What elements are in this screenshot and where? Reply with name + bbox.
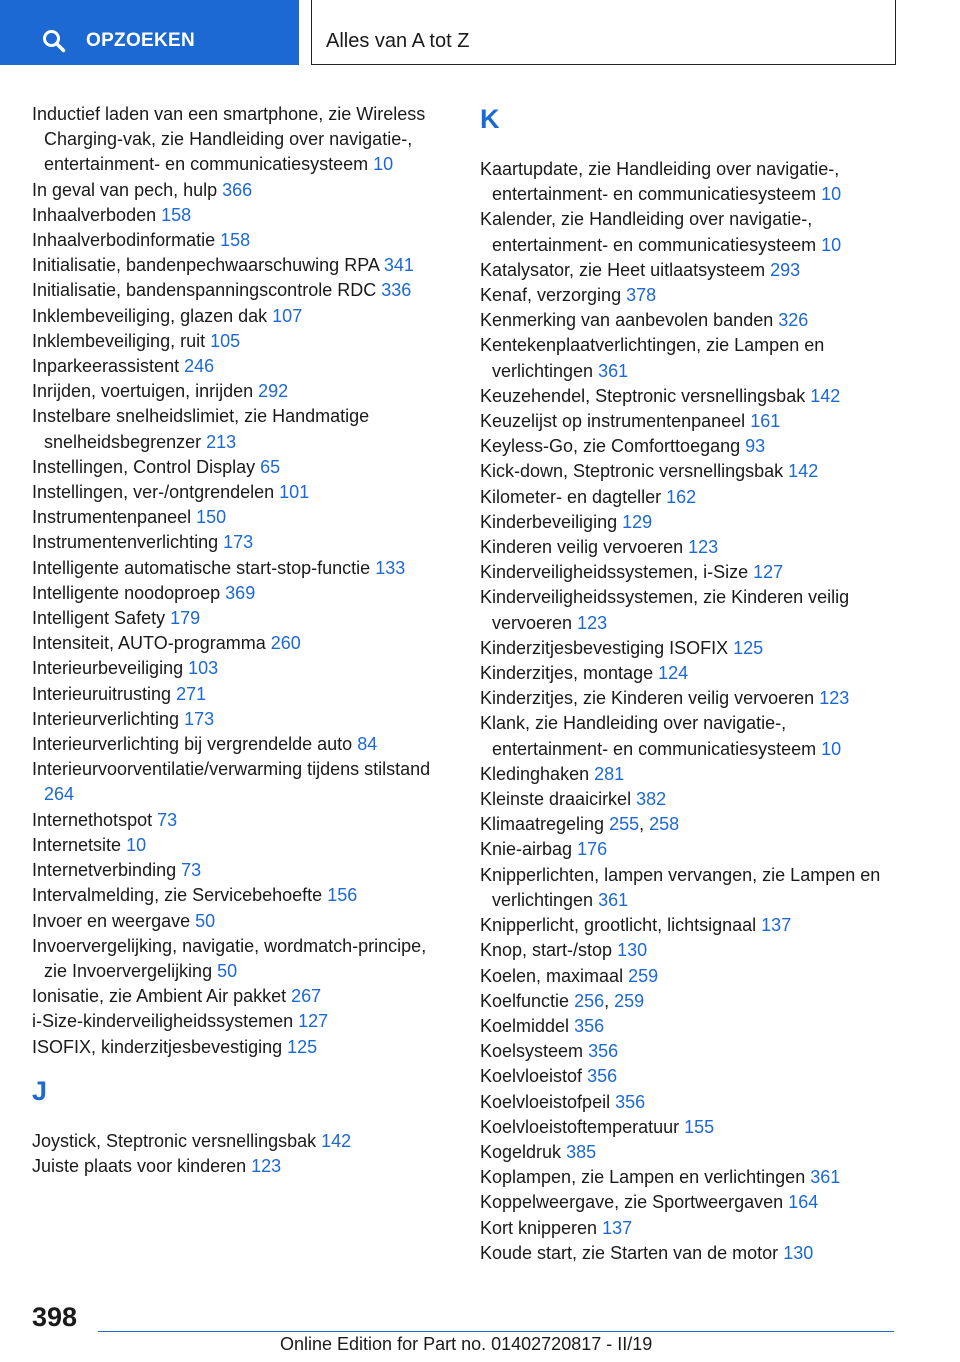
index-entry-text: Inhaalverboden — [32, 204, 157, 225]
page-link[interactable]: 73 — [157, 809, 178, 830]
page-link[interactable]: 179 — [170, 608, 201, 629]
page-link[interactable]: 164 — [788, 1192, 819, 1213]
page-link[interactable]: 142 — [788, 461, 819, 482]
page-link[interactable]: 127 — [753, 562, 784, 583]
index-entry-text: Knie-airbag — [480, 839, 573, 860]
index-entry — [480, 686, 900, 711]
index-entry — [32, 354, 452, 379]
index-entry — [32, 909, 452, 934]
index-entry — [480, 1241, 900, 1266]
index-entry — [480, 1064, 900, 1089]
index-entry — [32, 505, 452, 530]
page-link[interactable]: 264 — [44, 784, 75, 805]
index-entry — [480, 1216, 900, 1241]
page-link[interactable]: 158 — [220, 230, 251, 251]
index-entry-text: Inklembeveiliging, glazen dak — [32, 305, 268, 326]
page-link[interactable]: 130 — [783, 1242, 814, 1263]
index-entry — [32, 278, 452, 303]
page-link[interactable]: 382 — [636, 789, 667, 810]
index-entry-text: Invoervergelijking, navigatie, wordmatch-principe, zie Invoervergelijking — [32, 935, 427, 981]
index-entry — [32, 707, 452, 732]
index-entry-text: Knop, start-/stop — [480, 940, 613, 961]
index-entry-text: Ionisatie, zie Ambient Air pakket — [32, 986, 287, 1007]
index-entry — [32, 304, 452, 329]
page-link[interactable]: 256 — [574, 990, 605, 1011]
index-entry — [32, 379, 452, 404]
page-link[interactable]: 93 — [745, 436, 766, 457]
index-entry — [480, 913, 900, 938]
index-entry — [32, 656, 452, 681]
page-link[interactable]: 73 — [181, 860, 202, 881]
index-entry-text: Kleinste draaicirkel — [480, 789, 632, 810]
index-entry-text: Kogeldruk — [480, 1141, 562, 1162]
index-entry-text: Koelen, maximaal — [480, 965, 624, 986]
index-entry — [480, 762, 900, 787]
index-entry-text: Interieurvoorventilatie/verwarming tijdens stilstand — [32, 759, 431, 780]
index-entry-text: Klimaatregeling — [480, 814, 605, 835]
index-entry-text: Kinderzitjesbevestiging ISOFIX — [480, 637, 729, 658]
index-entry — [32, 883, 452, 908]
index-entry-text: Inhaalverbodinformatie — [32, 230, 216, 251]
page-link[interactable]: 133 — [375, 557, 406, 578]
page-link[interactable]: 10 — [126, 834, 147, 855]
index-entry — [480, 459, 900, 484]
page-number: 398 — [32, 1302, 78, 1332]
page-link[interactable]: 356 — [574, 1015, 605, 1036]
index-entry-text: Katalysator, zie Heet uitlaatsysteem — [480, 259, 766, 280]
page-link[interactable]: 213 — [206, 431, 237, 452]
index-entry — [32, 606, 452, 631]
index-entry-text: Kenaf, verzorging — [480, 285, 622, 306]
page-link[interactable]: 255 — [609, 814, 640, 835]
index-entry — [480, 661, 900, 686]
page-link[interactable]: 176 — [577, 839, 608, 860]
index-entry — [480, 434, 900, 459]
index-entry — [32, 808, 452, 833]
index-entry — [480, 1140, 900, 1165]
letter-heading-k: K — [480, 104, 500, 134]
page-link[interactable]: 246 — [184, 356, 215, 377]
index-entry — [480, 837, 900, 862]
page-link[interactable]: 10 — [821, 184, 842, 205]
index-entry — [32, 581, 452, 606]
index-entry-text: Koelvloeistofpeil — [480, 1091, 611, 1112]
page-link[interactable]: 103 — [188, 658, 219, 679]
index-entry-text: i-Size-kinderveiligheidssystemen — [32, 1011, 294, 1032]
page-link[interactable]: 385 — [566, 1141, 597, 1162]
index-entry-text: Koelmiddel — [480, 1015, 570, 1036]
index-entry-text: Kentekenplaatverlichtingen, zie Lampen en verlichtingen — [480, 335, 825, 381]
index-entry-text: Kalender, zie Handleiding over navigatie-, entertainment- en communicatiesysteem — [480, 209, 817, 255]
index-entry-text: Kinderzitjes, zie Kinderen veilig vervoeren — [480, 688, 815, 709]
index-list-j — [32, 1129, 452, 1179]
page-link[interactable]: 173 — [223, 532, 254, 553]
index-entry — [32, 203, 452, 228]
index-entry — [480, 1165, 900, 1190]
index-entry-text: In geval van pech, hulp — [32, 179, 218, 200]
index-entry — [32, 1154, 452, 1179]
index-entry — [32, 329, 452, 354]
page-link[interactable]: 123 — [577, 612, 608, 633]
page-link[interactable]: 361 — [598, 889, 629, 910]
index-entry-text: Kilometer- en dagteller — [480, 486, 662, 507]
page-link[interactable]: 50 — [195, 910, 216, 931]
page-link[interactable]: 341 — [383, 255, 414, 276]
index-entry-text: Koelsysteem — [480, 1041, 584, 1062]
index-entry-text: Intensiteit, AUTO-programma — [32, 633, 266, 654]
index-entry — [32, 1129, 452, 1154]
page-link[interactable]: 292 — [258, 381, 289, 402]
index-entry-text: Juiste plaats voor kinderen — [32, 1155, 247, 1176]
page-link[interactable]: 369 — [225, 582, 256, 603]
page-link[interactable]: 259 — [628, 965, 659, 986]
index-entry-text: Intelligente noodoproep — [32, 582, 221, 603]
index-entry — [480, 258, 900, 283]
index-entry — [32, 556, 452, 581]
page-link[interactable]: 124 — [658, 663, 689, 684]
index-entry-text: Koplampen, zie Lampen en verlichtingen — [480, 1167, 806, 1188]
index-entry-text: Kick-down, Steptronic versnellingsbak — [480, 461, 784, 482]
page-link[interactable]: 107 — [272, 305, 303, 326]
search-button[interactable] — [0, 0, 299, 65]
index-entry — [32, 732, 452, 757]
section-title-box — [311, 0, 896, 65]
index-entry-text: Kinderveiligheidssystemen, i-Size — [480, 562, 749, 583]
top-navigation-bar — [0, 0, 960, 66]
page-link[interactable]: 155 — [684, 1116, 715, 1137]
index-entry-text: Koppelweergave, zie Sportweergaven — [480, 1192, 784, 1213]
index-entry-text: ISOFIX, kinderzitjesbevestiging — [32, 1036, 283, 1057]
index-entry — [480, 1190, 900, 1215]
index-entry — [32, 178, 452, 203]
index-entry — [32, 682, 452, 707]
index-entry — [480, 585, 900, 635]
search-icon — [42, 29, 66, 53]
index-entry-text: Internetverbinding — [32, 860, 177, 881]
page-link[interactable]: 260 — [270, 633, 301, 654]
index-list-k — [480, 157, 900, 1266]
page-link[interactable]: 10 — [821, 738, 842, 759]
index-entry-text: Kinderen veilig vervoeren — [480, 537, 684, 558]
index-entry-text: Inductief laden van een smartphone, zie Wireless Charging-vak, zie Handleiding over navigatie-, entertainment- en communicatiesysteem — [32, 104, 426, 175]
index-entry-text: Kinderzitjes, montage — [480, 663, 654, 684]
index-entry-text: Interieurverlichting bij vergrendelde auto — [32, 734, 353, 755]
page-link[interactable]: 366 — [222, 179, 253, 200]
page-link[interactable]: 271 — [176, 683, 207, 704]
index-entry — [480, 863, 900, 913]
index-entry — [480, 283, 900, 308]
index-entry — [480, 535, 900, 560]
edition-footer: Online Edition for Part no. 01402720817 - II/19 — [280, 1334, 653, 1354]
page-link[interactable]: 281 — [594, 763, 625, 784]
index-entry — [480, 938, 900, 963]
page-link[interactable]: 10 — [373, 154, 394, 175]
page-link[interactable]: 142 — [321, 1130, 352, 1151]
index-entry — [480, 510, 900, 535]
page-link[interactable]: 173 — [184, 708, 215, 729]
letter-heading-j: J — [32, 1075, 48, 1106]
index-entry-text: Koelvloeistoftemperatuur — [480, 1116, 680, 1137]
index-entry — [480, 409, 900, 434]
page-link[interactable]: 361 — [598, 360, 629, 381]
index-entry-text: Internetsite — [32, 834, 122, 855]
index-entry-text: Kinderveiligheidssystemen, zie Kinderen veilig vervoeren — [480, 587, 850, 633]
index-entry — [32, 1009, 452, 1034]
index-entry-text: Kaartupdate, zie Handleiding over navigatie-, entertainment- en communicatiesysteem — [480, 159, 840, 205]
index-entry: Koelfunctie 256, 259 — [480, 990, 645, 1011]
index-entry — [480, 560, 900, 585]
page-link[interactable]: 123 — [819, 688, 850, 709]
page-link[interactable]: 84 — [357, 734, 378, 755]
index-entry-text: Keyless-Go, zie Comforttoegang — [480, 436, 741, 457]
index-entry-text: Invoer en weergave — [32, 910, 191, 931]
page-link[interactable]: 50 — [217, 960, 238, 981]
index-entry — [32, 480, 452, 505]
page-link[interactable]: 137 — [761, 915, 792, 936]
index-entry — [480, 308, 900, 333]
index-entry — [480, 333, 900, 383]
index-entry-text: Koelfunctie — [480, 990, 570, 1011]
page-link[interactable]: 127 — [298, 1011, 329, 1032]
page-link[interactable]: 356 — [588, 1041, 619, 1062]
index-entry-text: Kinderbeveiliging — [480, 511, 618, 532]
index-entry-text: Interieuruitrusting — [32, 683, 172, 704]
index-entry-text: Initialisatie, bandenpechwaarschuwing RPA — [32, 255, 379, 276]
index-entry — [32, 631, 452, 656]
index-entry-text: Keuzehendel, Steptronic versnellingsbak — [480, 385, 806, 406]
page-link[interactable]: 142 — [810, 385, 841, 406]
index-entry-text: Instelbare snelheidslimiet, zie Handmatige snelheidsbegrenzer — [32, 406, 370, 452]
index-entry — [480, 384, 900, 409]
index-entry-text: Joystick, Steptronic versnellingsbak — [32, 1130, 317, 1151]
index-entry-text: Kledinghaken — [480, 763, 590, 784]
page-link[interactable]: 150 — [196, 507, 227, 528]
index-entry-text: Intervalmelding, zie Servicebehoefte — [32, 885, 323, 906]
page-link[interactable]: 156 — [327, 885, 358, 906]
index-entry — [32, 455, 452, 480]
index-entry — [480, 1090, 900, 1115]
page-link[interactable]: 336 — [381, 280, 412, 301]
index-entry — [480, 1014, 900, 1039]
page-link[interactable]: 293 — [770, 259, 801, 280]
page-link[interactable]: 162 — [666, 486, 697, 507]
page-link[interactable]: 267 — [291, 986, 322, 1007]
index-entry — [32, 102, 452, 178]
index-entry — [32, 858, 452, 883]
footer-divider — [98, 1331, 894, 1332]
page-link[interactable]: 130 — [617, 940, 648, 961]
page-link[interactable]: 10 — [821, 234, 842, 255]
page-link[interactable]: 137 — [602, 1217, 633, 1238]
page-link[interactable]: 123 — [688, 537, 719, 558]
index-entry — [32, 228, 452, 253]
index-entry — [480, 711, 900, 761]
index-entry — [480, 636, 900, 661]
index-entry-text: Instellingen, ver-/ontgrendelen — [32, 482, 275, 503]
index-entry-text: Intelligent Safety — [32, 608, 166, 629]
section-title: Alles van A tot Z — [326, 30, 470, 52]
index-entry — [32, 833, 452, 858]
index-entry-text: Klank, zie Handleiding over navigatie-, entertainment- en communicatiesysteem — [480, 713, 817, 759]
index-entry-text: Kort knipperen — [480, 1217, 598, 1238]
index-entry — [32, 253, 452, 278]
index-entry — [480, 485, 900, 510]
index-entry — [480, 964, 900, 989]
index-entry-text: Knipperlicht, grootlicht, lichtsignaal — [480, 915, 757, 936]
index-column-right — [480, 102, 900, 1266]
index-entry-text: Inrijden, voertuigen, inrijden — [32, 381, 254, 402]
index-entry — [32, 757, 452, 807]
index-entry-text: Knipperlichten, lampen vervangen, zie Lampen en verlichtingen — [480, 864, 881, 910]
index-entry — [480, 787, 900, 812]
page-link[interactable]: 378 — [626, 285, 657, 306]
index-entry-text: Interieurbeveiliging — [32, 658, 184, 679]
index-entry-text: Intelligente automatische start-stop-functie — [32, 557, 371, 578]
index-entry-text: Koude start, zie Starten van de motor — [480, 1242, 779, 1263]
page-link[interactable]: 105 — [210, 330, 241, 351]
search-button-label: OPZOEKEN — [86, 30, 196, 51]
index-entry — [32, 1035, 452, 1060]
index-entry-text: Kenmerking van aanbevolen banden — [480, 310, 774, 331]
page-link[interactable]: 259 — [614, 990, 645, 1011]
page-link[interactable]: 356 — [587, 1066, 618, 1087]
index-entry-text: Interieurverlichting — [32, 708, 180, 729]
index-entry-text: Instellingen, Control Display — [32, 456, 256, 477]
index-entry — [480, 1115, 900, 1140]
page-link[interactable]: 326 — [778, 310, 809, 331]
index-entry — [32, 984, 452, 1009]
index-entry-text: Internethotspot — [32, 809, 153, 830]
page-link[interactable]: 125 — [733, 637, 764, 658]
index-entry-text: Inklembeveiliging, ruit — [32, 330, 206, 351]
index-entry-text: Koelvloeistof — [480, 1066, 583, 1087]
index-list-i — [32, 102, 452, 1060]
page-link[interactable]: 356 — [615, 1091, 646, 1112]
index-entry — [480, 1039, 900, 1064]
page-link[interactable]: 161 — [750, 411, 781, 432]
page-link[interactable]: 361 — [810, 1167, 841, 1188]
index-entry: Klimaatregeling 255, 258 — [480, 814, 680, 835]
page-link[interactable]: 65 — [260, 456, 281, 477]
page-link[interactable]: 125 — [287, 1036, 318, 1057]
page-link[interactable]: 123 — [251, 1155, 282, 1176]
page-link[interactable]: 158 — [161, 204, 192, 225]
index-entry — [32, 530, 452, 555]
index-entry — [32, 404, 452, 454]
index-entry-text: Instrumentenverlichting — [32, 532, 219, 553]
index-entry-text: Initialisatie, bandenspanningscontrole RDC — [32, 280, 377, 301]
page-link[interactable]: 258 — [649, 814, 680, 835]
index-entry — [32, 934, 452, 984]
index-entry-text: Keuzelijst op instrumentenpaneel — [480, 411, 746, 432]
index-column-left — [32, 102, 452, 1179]
index-entry — [480, 157, 900, 207]
index-entry-text: Inparkeerassistent — [32, 356, 180, 377]
index-entry — [480, 207, 900, 257]
page-link[interactable]: 129 — [622, 511, 653, 532]
index-entry-text: Instrumentenpaneel — [32, 507, 192, 528]
page-link[interactable]: 101 — [279, 482, 310, 503]
